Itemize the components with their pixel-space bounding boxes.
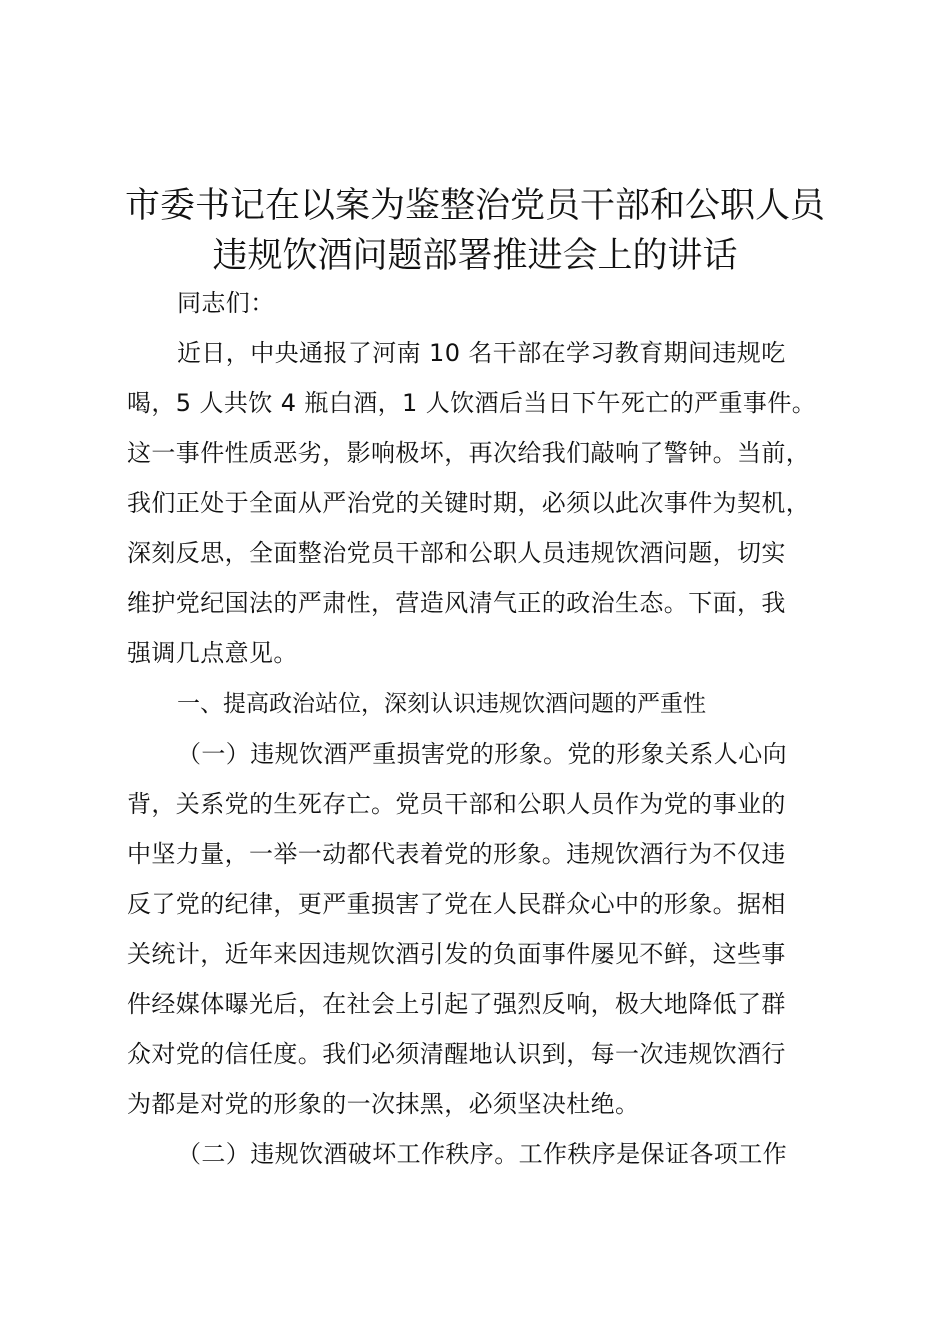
point1-paragraph-line: 反了党的纪律，更严重损害了党在人民群众心中的形象。据相 bbox=[127, 890, 786, 918]
section-heading-1: 一、提高政治站位，深刻认识违规饮酒问题的严重性 bbox=[177, 691, 706, 717]
document-title-line-1: 市委书记在以案为鉴整治党员干部和公职人员 bbox=[124, 186, 825, 226]
point2-paragraph-line: （二）违规饮酒破坏工作秩序。工作秩序是保证各项工作 bbox=[177, 1140, 787, 1168]
point1-paragraph-line: 中坚力量，一举一动都代表着党的形象。违规饮酒行为不仅违 bbox=[127, 840, 786, 868]
point1-paragraph-line: 背，关系党的生死存亡。党员干部和公职人员作为党的事业的 bbox=[127, 790, 786, 818]
intro-paragraph-line: 深刻反思，全面整治党员干部和公职人员违规饮酒问题，切实 bbox=[127, 539, 786, 567]
document-title-line-2: 违规饮酒问题部署推进会上的讲话 bbox=[212, 236, 738, 276]
intro-paragraph-line: 我们正处于全面从严治党的关键时期，必须以此次事件为契机， bbox=[127, 489, 811, 517]
intro-paragraph-line: 喝，5 人共饮 4 瓶白酒，1 人饮酒后当日下午死亡的严重事件。 bbox=[127, 389, 817, 417]
point1-paragraph-line: 众对党的信任度。我们必须清醒地认识到，每一次违规饮酒行 bbox=[127, 1040, 786, 1068]
point1-paragraph-line: （一）违规饮酒严重损害党的形象。党的形象关系人心向 bbox=[177, 740, 787, 768]
point1-paragraph-line: 为都是对党的形象的一次抹黑，必须坚决杜绝。 bbox=[127, 1090, 640, 1118]
point1-paragraph-line: 件经媒体曝光后，在社会上引起了强烈反响，极大地降低了群 bbox=[127, 990, 786, 1018]
intro-paragraph-line: 这一事件性质恶劣，影响极坏，再次给我们敲响了警钟。当前， bbox=[127, 439, 811, 467]
intro-paragraph-line: 维护党纪国法的严肃性，营造风清气正的政治生态。下面，我 bbox=[127, 589, 786, 617]
salutation: 同志们： bbox=[177, 289, 275, 317]
point1-paragraph-line: 关统计，近年来因违规饮酒引发的负面事件屡见不鲜，这些事 bbox=[127, 940, 786, 968]
intro-paragraph-line: 近日，中央通报了河南 10 名干部在学习教育期间违规吃 bbox=[177, 339, 786, 367]
intro-paragraph-line: 强调几点意见。 bbox=[127, 639, 298, 667]
